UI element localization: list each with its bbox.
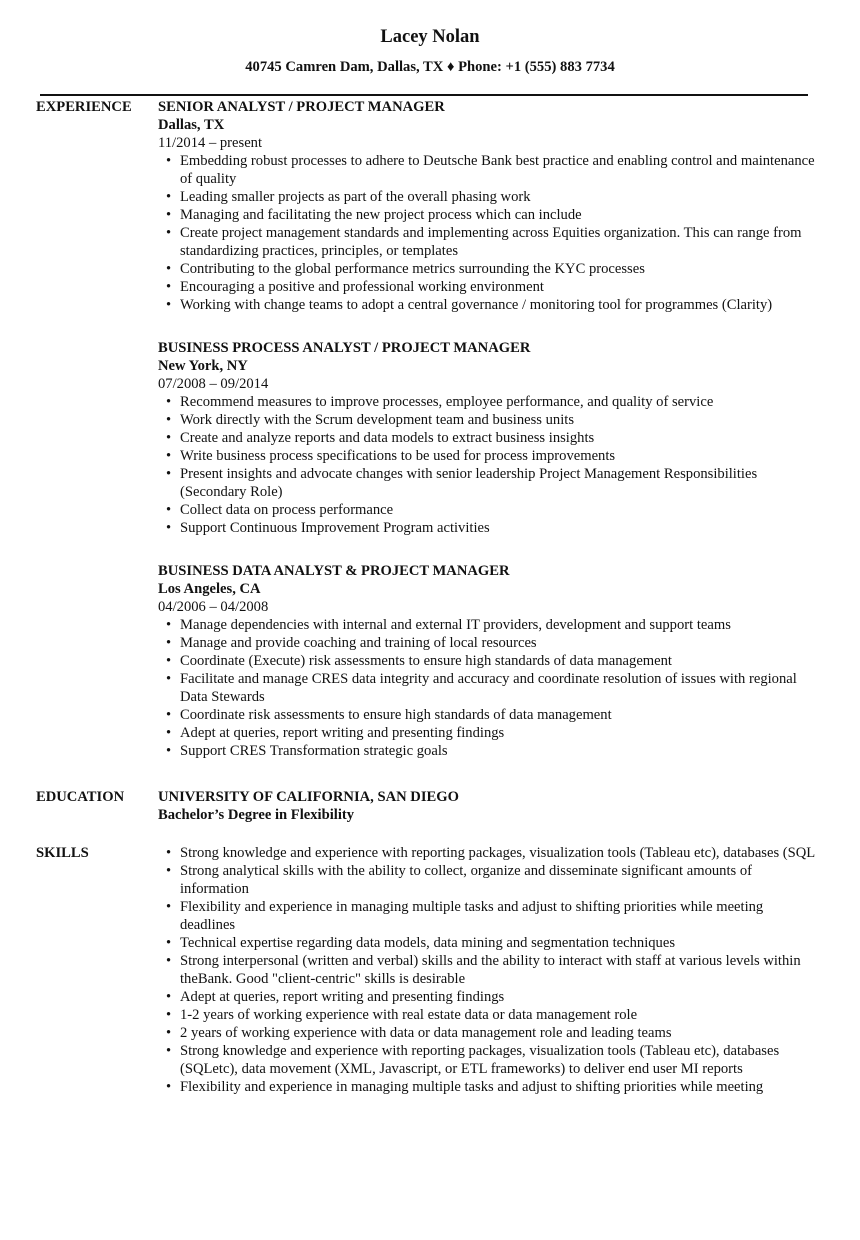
- job-entry: [158, 98, 818, 314]
- list-item: • 1-2 years of working experience with real estate data or data management role: [158, 1006, 818, 1024]
- jobs-list: [158, 98, 818, 760]
- list-item: • Strong analytical skills with the ability to collect, organize and disseminate significant amounts of information: [158, 862, 818, 898]
- list-item: • Facilitate and manage CRES data integrity and accuracy and coordinate resolution of issues with regional Data Stewards: [158, 670, 818, 706]
- education-section: [0, 788, 860, 824]
- list-item: • Manage dependencies with internal and external IT providers, development and support teams: [158, 616, 818, 634]
- list-item: • Coordinate (Execute) risk assessments to ensure high standards of data management: [158, 652, 818, 670]
- job-location: New York, NY: [158, 358, 248, 374]
- list-item: • Embedding robust processes to adhere to Deutsche Bank best practice and enabling control and maintenance of quality: [158, 152, 818, 188]
- job-dates: 04/2006 – 04/2008: [158, 599, 269, 615]
- job-dates: 11/2014 – present: [158, 135, 263, 151]
- list-item: • Present insights and advocate changes with senior leadership Project Management Responsibilities (Secondary Role): [158, 465, 818, 501]
- job-bullets: [158, 616, 818, 760]
- list-item: • Strong knowledge and experience with reporting packages, visualization tools (Tableau etc), databases (SQLetc), data movement (XML, Javascript, or ETL frameworks) to deliver end user MI reports: [158, 1042, 818, 1078]
- list-item: • Adept at queries, report writing and presenting findings: [158, 988, 818, 1006]
- job-entry: [158, 562, 818, 760]
- header-divider: [40, 94, 808, 96]
- skills-section: [0, 844, 860, 1096]
- list-item: • Technical expertise regarding data models, data mining and segmentation techniques: [158, 934, 818, 952]
- list-item: • Flexibility and experience in managing multiple tasks and adjust to shifting priorities while meeting: [158, 1078, 818, 1096]
- list-item: • Collect data on process performance: [158, 501, 818, 519]
- list-item: • Write business process specifications to be used for process improvements: [158, 447, 818, 465]
- list-item: • Leading smaller projects as part of the overall phasing work: [158, 188, 818, 206]
- job-bullets: [158, 152, 818, 314]
- list-item: • Contributing to the global performance metrics surrounding the KYC processes: [158, 260, 818, 278]
- job-location: Los Angeles, CA: [158, 581, 261, 597]
- list-item: • Create project management standards and implementing across Equities organization. This can range from standardizing practices, principles, or templates: [158, 224, 818, 260]
- resume-body: [0, 98, 860, 1096]
- experience-section: [0, 98, 860, 760]
- school-name: UNIVERSITY OF CALIFORNIA, SAN DIEGO: [158, 789, 459, 805]
- degree: Bachelor’s Degree in Flexibility: [158, 807, 355, 823]
- list-item: • Create and analyze reports and data models to extract business insights: [158, 429, 818, 447]
- contact-info: 40745 Camren Dam, Dallas, TX ♦ Phone: +1 (555) 883 7734: [245, 59, 615, 75]
- job-title: BUSINESS DATA ANALYST & PROJECT MANAGER: [158, 563, 510, 579]
- list-item: • Manage and provide coaching and training of local resources: [158, 634, 818, 652]
- list-item: • Recommend measures to improve processes, employee performance, and quality of service: [158, 393, 818, 411]
- list-item: • Strong interpersonal (written and verbal) skills and the ability to interact with staff at various levels within theBank. Good "client-centric" skills is desirable: [158, 952, 818, 988]
- job-location: Dallas, TX: [158, 117, 225, 133]
- job-entry: [158, 339, 818, 537]
- job-dates: 07/2008 – 09/2014: [158, 376, 269, 392]
- list-item: • Coordinate risk assessments to ensure high standards of data management: [158, 706, 818, 724]
- job-bullets: [158, 393, 818, 537]
- section-label-experience: EXPERIENCE: [36, 99, 132, 115]
- list-item: • Encouraging a positive and professional working environment: [158, 278, 818, 296]
- job-title: BUSINESS PROCESS ANALYST / PROJECT MANAGER: [158, 340, 531, 356]
- list-item: • 2 years of working experience with data or data management role and leading teams: [158, 1024, 818, 1042]
- section-label-education: EDUCATION: [36, 789, 125, 805]
- list-item: • Flexibility and experience in managing multiple tasks and adjust to shifting priorities while meeting deadlines: [158, 898, 818, 934]
- skills-list: [158, 844, 818, 1096]
- list-item: • Working with change teams to adopt a central governance / monitoring tool for programmes (Clarity): [158, 296, 818, 314]
- list-item: • Support CRES Transformation strategic goals: [158, 742, 818, 760]
- list-item: • Work directly with the Scrum development team and business units: [158, 411, 818, 429]
- section-label-skills: SKILLS: [36, 845, 89, 861]
- list-item: • Support Continuous Improvement Program activities: [158, 519, 818, 537]
- list-item: • Managing and facilitating the new project process which can include: [158, 206, 818, 224]
- list-item: • Adept at queries, report writing and presenting findings: [158, 724, 818, 742]
- list-item: • Strong knowledge and experience with reporting packages, visualization tools (Tableau etc), databases (SQL: [158, 844, 818, 862]
- job-title: SENIOR ANALYST / PROJECT MANAGER: [158, 99, 445, 115]
- candidate-name: Lacey Nolan: [380, 27, 480, 47]
